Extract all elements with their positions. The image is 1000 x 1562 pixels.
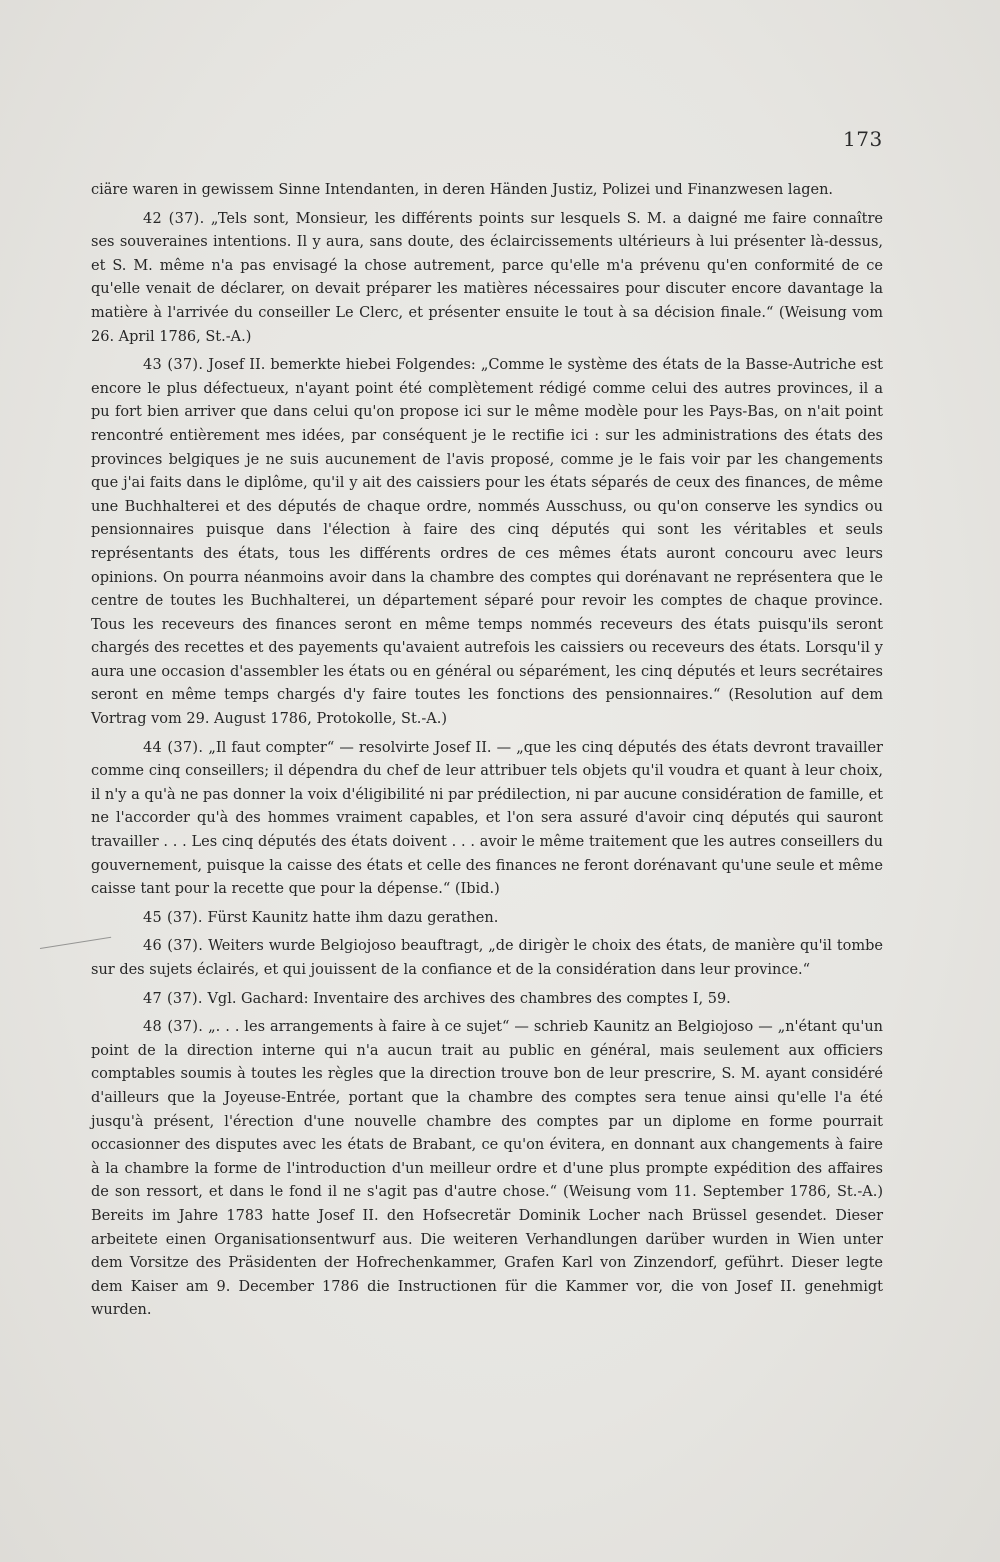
note-ref: 42 (37). [143,210,205,227]
continuation-paragraph [91,179,883,203]
note-text: Josef II. bemerkte hiebei Folgendes: „Comme le système des états de la Basse-Autriche est encore le plus défectueux, n'ayant point été complètement rédigé comme celui des autres provinces, il a pu fort bien arriver que dans celui qu'on propose ici sur le même modèle pour les Pays-Bas, on n'ait point rencontré entièrement mes idées, par conséquent je le rectifie ici : sur les administrations des états des provinces belgiques je ne suis aucunement de l'avis proposé, comme je le fais voir par les changements que j'ai faits dans le diplôme, qu'il y ait des caissiers pour les états séparés de ceux des finances, de même une Buchhalterei et des députés de chaque ordre, nommés Ausschuss, ou qu'on conserve les syndics ou pensionnaires puisque dans l'élection à faire des cinq députés qui sont les véritables et seuls représentants des états, tous les différents ordres de ces mêmes états auront concouru avec leurs opinions. On pourra néanmoins avoir dans la chambre des comptes qui dorénavant ne représentera que le centre de toutes les Buchhalterei, un département séparé pour revoir les comptes de chaque province. Tous les receveurs des finances seront en même temps nommés receveurs des états puisqu'ils seront chargés des recettes et des payements qu'avaient autrefois les caissiers ou receveurs des états. Lorsqu'il y aura une occasion d'assembler les états ou en général ou séparément, les cinq députés et leurs secrétaires seront en même temps chargés d'y faire toutes les fonctions des pensionnaires.“ (Resolution auf dem Vortrag vom 29. August 1786, Protokolle, St.-A.) [91,357,884,728]
note-ref: 47 (37). [143,990,203,1007]
note-text: Fürst Kaunitz hatte ihm dazu gerathen. [207,909,499,926]
note-ref: 45 (37). [143,909,203,926]
endnote-47 [91,988,883,1012]
endnote-42 [91,208,883,350]
endnote-43 [91,354,883,732]
endnote-45 [91,907,883,931]
note-text: Vgl. Gachard: Inventaire des archives des chambres des comptes I, 59. [207,990,731,1007]
page-number: 173 [843,127,883,151]
page-text-body [91,179,883,1328]
endnote-48 [91,1016,883,1323]
note-text: „Il faut compter“ — resolvirte Josef II. — „que les cinq députés des états devront travailler comme cinq conseillers; il dépendra du chef de leur attribuer tels objets qu'il voudra et quant à leur choix, il n'y a qu'à ne pas donner la voix d'éligibilité ni par prédilection, ni par aucune considération de famille, et ne l'accorder qu'à des hommes vraiment capables, et l'on sera assuré d'avoir cinq députés qui sauront travailler . . . Les cinq députés des états doivent . . . avoir le même traitement que les autres conseillers du gouvernement, puisque la caisse des états et celle des finances ne feront dorénavant qu'une seule et même caisse tant pour la recette que pour la dépense.“ (Ibid.) [91,739,883,898]
note-text: „Tels sont, Monsieur, les différents points sur lesquels S. M. a daigné me faire connaître ses souveraines intentions. Il y aura, sans doute, des éclaircissements ultérieurs à lui présenter là-dessus, et S. M. même n'a pas envisagé la chose autrement, parce qu'elle m'a prévenu qu'en conformité de ce qu'elle venait de déclarer, on devait préparer les matières nécessaires pour discuter encore davantage la matière à l'arrivée du conseiller Le Clerc, et présenter ensuite le tout à sa décision finale.“ (Weisung vom 26. April 1786, St.-A.) [91,210,883,345]
endnote-44 [91,737,883,902]
note-ref: 46 (37). [143,938,204,955]
note-text: Weiters wurde Belgiojoso beauftragt, „de dirigèr le choix des états, de manière qu'il tombe sur des sujets éclairés, et qui jouissent de la confiance et de la considération dans leur province.“ [91,938,884,978]
note-ref: 43 (37). [143,357,204,374]
endnote-46 [91,935,883,982]
note-ref: 44 (37). [143,739,204,756]
paragraph-text: ciäre waren in gewissem Sinne Intendanten, in deren Händen Justiz, Polizei und Finanzwesen lagen. [91,182,834,198]
note-ref: 48 (37). [143,1019,204,1036]
note-text: „. . . les arrangements à faire à ce sujet“ — schrieb Kaunitz an Belgiojoso — „n'étant qu'un point de la direction interne qui n'a aucun trait au public en général, mais seulement aux officiers comptables soumis à toutes les règles que la direction trouve bon de leur prescrire, S. M. ayant considéré d'ailleurs que la Joyeuse-Entrée, portant que la chambre des comptes sera tenue ainsi qu'elle l'a été jusqu'à présent, l'érection d'une nouvelle chambre des comptes par un diplome en forme pourrait occasionner des disputes avec les états de Brabant, ce qu'on évitera, en donnant aux changements à faire à la chambre la forme de l'introduction d'un meilleur ordre et d'une plus prompte expédition des affaires de son ressort, et dans le fond il ne s'agit pas d'autre chose.“ (Weisung vom 11. September 1786, St.-A.) Bereits im Jahre 1783 hatte Josef II. den Hofsecretär Dominik Locher nach Brüssel gesendet. Dieser arbeitete einen Organisationsentwurf aus. Die weiteren Verhandlungen darüber wurden in Wien unter dem Vorsitze des Präsidenten der Hofrechenkammer, Grafen Karl von Zinzendorf, geführt. Dieser legte dem Kaiser am 9. December 1786 die Instructionen für die Kammer vor, die von Josef II. genehmigt wurden. [91,1019,883,1319]
